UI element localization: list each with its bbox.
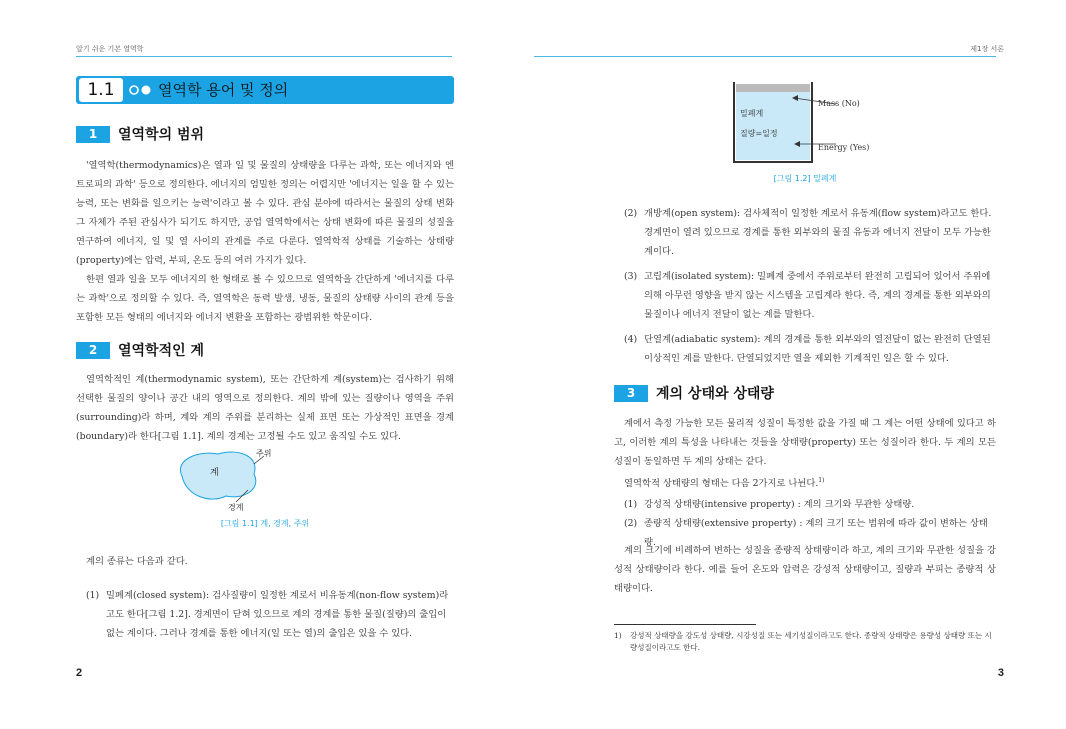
closed-system-volume [736,92,810,160]
list-item [86,586,454,643]
page-number-left: 2 [76,667,83,679]
subsection-number: 3 [614,385,648,402]
system-kinds-list-continued [624,204,996,368]
list-item [624,204,996,261]
header-rule-left [76,56,452,57]
section-dots-icon [128,84,152,96]
mass-constant-label: 질량=일정 [740,129,778,138]
list-item-number: (3) [624,271,638,282]
list-item-number: (2) [624,208,638,219]
surround-label: 주위 [256,449,272,458]
list-item-number: (1) [624,499,638,510]
footnote-ref[interactable]: 1) [818,477,825,484]
list-item [624,267,996,324]
subsection-heading-3 [614,383,774,403]
subsection-heading-2 [76,340,204,360]
paragraph: 계에서 측정 가능한 모든 물리적 성질이 특정한 값을 가질 때 그 계는 어떤 상태에 있다고 하고, 이러한 계의 특성을 나타내는 것들을 상태량(property) 또는 성질이라 한다. 두 계의 모든 성질이 동일하면 두 계의 상태는 같다. [614,418,996,467]
section-number: 1.1 [79,78,123,102]
kinds-intro: 계의 종류는 다음과 같다. [86,556,188,567]
subsection-title: 계의 상태와 상태량 [656,386,774,402]
list-item-number: (1) [86,590,100,601]
list-item-text: 종량적 상태량(extensive property) : 계의 크기 또는 범위에 따라 값이 변하는 상태량. [644,518,988,548]
footnote-text: 강성적 상태량을 강도성 상태량, 시강성질 또는 세기성질이라고도 한다. 종량적 상태량은 용량성 상태량 또는 시량성질이라고도 한다. [630,631,992,652]
subsection-heading-1 [76,124,204,144]
footnote [614,630,999,654]
state-body [614,414,996,493]
footnote-rule [614,624,756,625]
footnote-item [614,630,999,654]
figure-caption-1-1: [그림 1.1] 계, 경계, 주위 [220,519,310,528]
list-item-text: 단열계(adiabatic system): 계의 경계를 통한 외부와의 열전달이 없는 완전히 단열된 이상적인 계를 말한다. 단열되었지만 열을 제외한 기계적인 일은 할 수 있다. [644,334,991,364]
section-title: 열역학 용어 및 정의 [158,81,289,99]
scope-body [76,156,454,327]
system-label: 계 [210,468,219,478]
running-header-left: 알기 쉬운 기본 열역학 [76,45,144,53]
list-item-number: (2) [624,518,638,529]
list-item [624,330,996,368]
list-item-text: 강성적 상태량(intensive property) : 계의 크기와 무관한 상태량. [644,499,915,510]
state-body-2 [614,541,996,598]
list-item-text: 개방계(open system): 검사체적이 일정한 계로서 유동계(flow system)라고도 한다. 경계면이 열려 있으므로 경계를 통한 외부와의 물질 유동과 에너지 전달이 모두 가능한 계이다. [644,208,992,257]
paragraph: '열역학(thermodynamics)은 열과 일 및 물질의 상태량을 다루는 과학, 또는 에너지와 엔트로피의 과학' 등으로 정의한다. 에너지의 엄밀한 정의는 어렵지만 '에너지는 일을 할 수 있는 능력, 또는 변화를 일으키는 능력'이라고 볼 수 있다. 관심 분야에 따라서는 물질의 상태 변화 그 자체가 주된 관심사가 되기도 하지만, 공업 열역학에서는 상태 변화에 따른 물질의 성질을 연구하여 에너지, 일 및 열 사이의 관계를 주로 다룬다. 열역학적 상태를 기술하는 상태량(property)에는 압력, 부피, 온도 등의 여러 가지가 있다. [76,160,454,266]
closed-system-label: 밀폐계 [740,109,764,118]
system-body [76,370,454,446]
paragraph [614,471,996,493]
boundary-label: 경계 [228,503,244,512]
list-item [624,495,996,514]
subsection-title: 열역학의 범위 [118,127,205,143]
running-header-right: 제1장 서론 [970,45,1004,53]
paragraph-text: 열역학적 상태량의 형태는 다음 2가지로 나뉜다. [624,478,819,490]
page-number-right: 3 [997,667,1004,679]
paragraph: 계의 크기에 비례하여 변하는 성질을 종량적 상태량이라 하고, 계의 크기와 무관한 성질을 강성적 상태량이라 한다. 예를 들어 온도와 압력은 강성적 상태량이고, 질량과 부피는 종량적 상태량이다. [614,545,996,594]
figure-caption-1-2: [그림 1.2] 밀폐계 [773,174,837,183]
system-kinds-list [86,586,454,643]
subsection-title: 열역학적인 계 [118,343,205,359]
energy-label: Energy (Yes) [818,143,870,152]
subsection-number: 1 [76,126,110,143]
paragraph: 한편 열과 일을 모두 에너지의 한 형태로 볼 수 있으므로 열역학을 간단하게 '에너지를 다루는 과학'으로 정의할 수 있다. 즉, 열역학은 동력 발생, 냉동, 물질의 상태량 사이의 관계 등을 포함한 모든 형태의 에너지와 에너지 변환을 포함하는 광범위한 학문이다. [76,274,454,323]
paragraph: 열역학적인 계(thermodynamic system), 또는 간단하게 계(system)는 검사하기 위해 선택한 물질의 양이나 공간 내의 영역으로 정의한다. 계의 밖에 있는 질량이나 영역을 주위(surrounding)라 하며, 계와 계의 주위를 분리하는 실제 표면 또는 가상적인 표면을 경계(boundary)라 한다[그림 1.1]. 계의 경계는 고정될 수도 있고 움직일 수도 있다. [76,374,454,442]
mass-label: Mass (No) [818,99,860,108]
list-item-text: 고립계(isolated system): 밀폐계 중에서 주위로부터 완전히 고립되어 있어서 주위에 의해 아무런 영향을 받지 않는 시스템을 고립계라 한다. 즉, 계의 경계를 통한 외부와의 물질이나 에너지 전달이 없는 계를 말한다. [644,271,991,320]
subsection-number: 2 [76,342,110,359]
piston-lid [736,84,810,92]
footnote-number: 1) [614,631,622,640]
header-rule-right [534,56,996,57]
list-item-number: (4) [624,334,638,345]
list-item-text: 밀폐계(closed system): 검사질량이 일정한 계로서 비유동계(non-flow system)라고도 한다[그림 1.2]. 경계면이 닫혀 있으므로 계의 경계를 통한 물질(질량)의 출입이 없는 계이다. 그러나 경계를 통한 에너지(일 또는 열)의 출입은 있을 수 있다. [106,590,449,639]
closed-system-figure [726,78,886,166]
